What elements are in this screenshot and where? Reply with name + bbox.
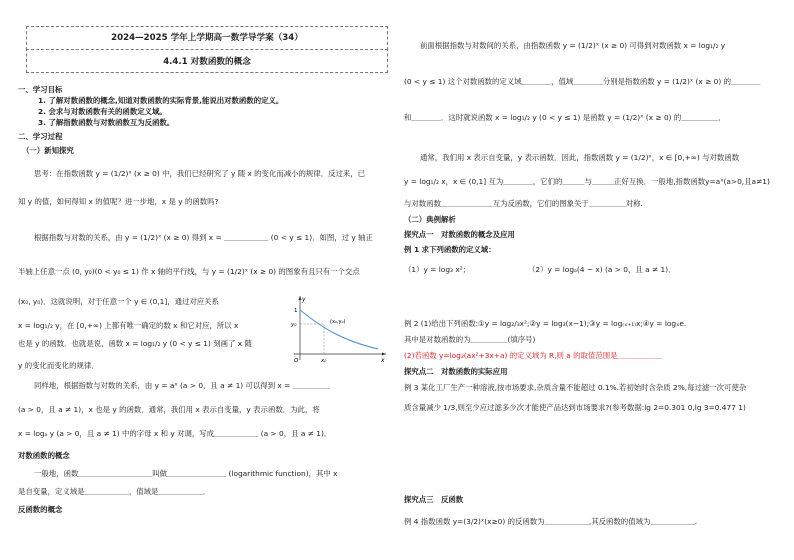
definition-line1: 一般地，函数＿＿＿＿＿＿＿＿＿＿叫做＿＿＿＿＿＿＿＿ (logarithmic function)，其中 x: [34, 469, 338, 478]
relation-paragraph-line3: (x₀, y₀)．这就说明，对于任意一个 y ∈ (0,1]，通过对应关系: [18, 297, 219, 306]
general-relation-line1: 同样地，根据指数与对数的关系，由 y = aˣ (a > 0，且 a ≠ 1) 可以得到 x = ＿＿＿＿＿: [34, 381, 330, 390]
subsection-new-knowledge: （一）新知探究: [22, 146, 74, 155]
goal-1: 1. 了解对数函数的概念,知道对数函数的实际背景,能说出对数函数的定义。: [38, 96, 284, 105]
example-2-part-2: (2)若函数 y=log₂(ax²+3x+a) 的定义域为 R,则 a 的取值范围是＿＿＿＿＿＿: [404, 351, 662, 360]
inquiry-point-3: 探究点三 反函数: [404, 495, 464, 504]
general-relation-line2: (a > 0，且 a ≠ 1)，x 也是 y 的函数．通常，我们用 x 表示自变量，y 表示函数．为此，将: [18, 405, 320, 414]
graph-tick-one: 1: [294, 308, 298, 314]
think-paragraph-line1: 思考：在指数函数 y = (1/2)ˣ (x ≥ 0) 中，我们已经研究了 y 随 x 的变化而减小的规律．反过来，已: [34, 169, 366, 178]
subsection-examples: （二）典例解析: [404, 215, 456, 224]
relation-paragraph-line2: 半轴上任意一点 (0, y₀)(0 < y₀ ≤ 1) 作 x 轴的平行线，与 y = (1/2)ˣ (x ≥ 0) 的图象有且只有一个交点: [18, 267, 360, 276]
example-3-line1: 例 3 某化工厂生产一种溶液,按市场要求,杂质含量不能超过 0.1%.若初始时含杂质 2%,每过滤一次可使杂: [404, 383, 747, 392]
example-3-line2: 质含量减少 1/3,则至少应过滤多少次才能使产品达到市场要求?(参考数据:lg 2=0.301 0,lg 3=0.477 1): [404, 403, 746, 412]
example-1-prompt: 例 1 求下列函数的定义域：: [404, 245, 496, 254]
example-4: 例 4 指数函数 y=(3/2)ˣ(x≥0) 的反函数为＿＿＿＿＿＿,其反函数的值域为＿＿＿＿＿＿.: [404, 517, 698, 526]
goal-2: 2. 会求与对数函数有关的函数定义域。: [38, 107, 167, 116]
inverse-paragraph-line2: (0 < y ≤ 1) 这个对数函数的定义域＿＿＿＿，值域＿＿＿＿分别是指数函数 y = (1/2)ˣ (x ≥ 0) 的＿＿＿＿: [404, 77, 761, 86]
think-paragraph-line2: 知 y 的值，如何得知 x 的值呢？进一步地，x 是 y 的函数吗?: [18, 197, 219, 206]
notation-paragraph-line3: 与对数函数＿＿＿＿＿＿＿互为反函数，它们的图象关于＿＿＿＿＿对称.: [404, 199, 643, 208]
exponential-decay-graph: [280, 292, 390, 362]
relation-paragraph-line6: y 的变化而变化的规律．: [18, 361, 99, 370]
graph-y-axis-label: y: [302, 296, 306, 303]
section-heading-goals: 一、学习目标: [18, 85, 63, 94]
heading-log-function-concept: 对数函数的概念: [18, 451, 70, 460]
graph-x-axis-label: x: [381, 357, 385, 362]
graph-x0-label: x₀: [321, 358, 327, 362]
inverse-paragraph-line3: 和＿＿＿＿．这时就说函数 x = log₁/₂ y (0 < y ≤ 1) 是函数 y = (1/2)ˣ (x ≥ 0) 的＿＿＿＿＿．: [404, 113, 726, 122]
inverse-paragraph-line1: 前面根据指数与对数间的关系，由指数函数 y = (1/2)ˣ (x ≥ 0) 可得到对数函数 x = log₁/₂ y: [420, 41, 726, 50]
general-relation-line3: x = logₐ y (a > 0，且 a ≠ 1) 中的字母 x 和 y 对调，写成＿＿＿＿＿＿ (a > 0，且 a ≠ 1)．: [18, 429, 332, 438]
relation-paragraph-line5: 也是 y 的函数．也就是说，函数 x = log₁/₂ y (0 < y ≤ 1) 刻画了 x 随: [18, 339, 252, 348]
notation-paragraph-line1: 通常，我们用 x 表示自变量，y 表示函数．因此，指数函数 y = (1/2)ˣ，x ∈ [0,+∞) 与对数函数: [420, 153, 740, 162]
relation-paragraph-line1: 根据指数与对数的关系，由 y = (1/2)ˣ (x ≥ 0) 得到 x = ＿＿＿＿＿＿ (0 < y ≤ 1)．如图，过 y 轴正: [34, 233, 373, 242]
section-heading-process: 二、学习过程: [18, 132, 63, 141]
definition-line2: 是自变量，定义域是＿＿＿＿＿＿，值域是＿＿＿＿＿＿．: [18, 487, 211, 496]
inquiry-point-2: 探究点二 对数函数的实际应用: [404, 367, 508, 376]
example-2-part-1: 例 2 (1)给出下列函数:①y = log₂/₃x²;②y = log₃(x−1);③y = log₍ₓ₊₁₎x;④y = logₓe.: [404, 319, 687, 328]
goal-3: 3. 了解指数函数与对数函数互为反函数。: [38, 118, 175, 127]
page-title: 2024—2025 学年上学期高一数学导学案（34）: [26, 26, 388, 50]
right-column: [404, 0, 776, 560]
example-1-part-2: （2）y = logₐ(4 − x) (a > 0，且 a ≠ 1)．: [528, 265, 676, 274]
inquiry-point-1: 探究点一 对数函数的概念及应用: [404, 230, 515, 239]
heading-inverse-function-concept: 反函数的概念: [18, 505, 63, 514]
graph-y0-label: y₀: [291, 322, 297, 328]
left-column: [18, 0, 390, 560]
example-1-part-1: （1）y = log₃ x²；: [404, 265, 471, 274]
lesson-subtitle: 4.4.1 对数函数的概念: [26, 48, 388, 73]
notation-paragraph-line2: y = log₁/₂ x，x ∈ (0,1] 互为＿＿＿＿，它们的＿＿＿与＿＿＿正好互换．一般地,指数函数y=aˣ(a>0,且a≠1): [404, 177, 770, 186]
relation-paragraph-line4: x = log₁/₂ y，在 [0,+∞) 上都有唯一确定的数 x 和它对应，所以 x: [18, 321, 239, 330]
example-2-answer-prompt: 其中是对数函数的为＿＿＿＿＿(填序号): [404, 335, 536, 344]
graph-origin-label: O: [294, 358, 299, 362]
graph-point-label: (x₀,y₀): [330, 319, 346, 325]
